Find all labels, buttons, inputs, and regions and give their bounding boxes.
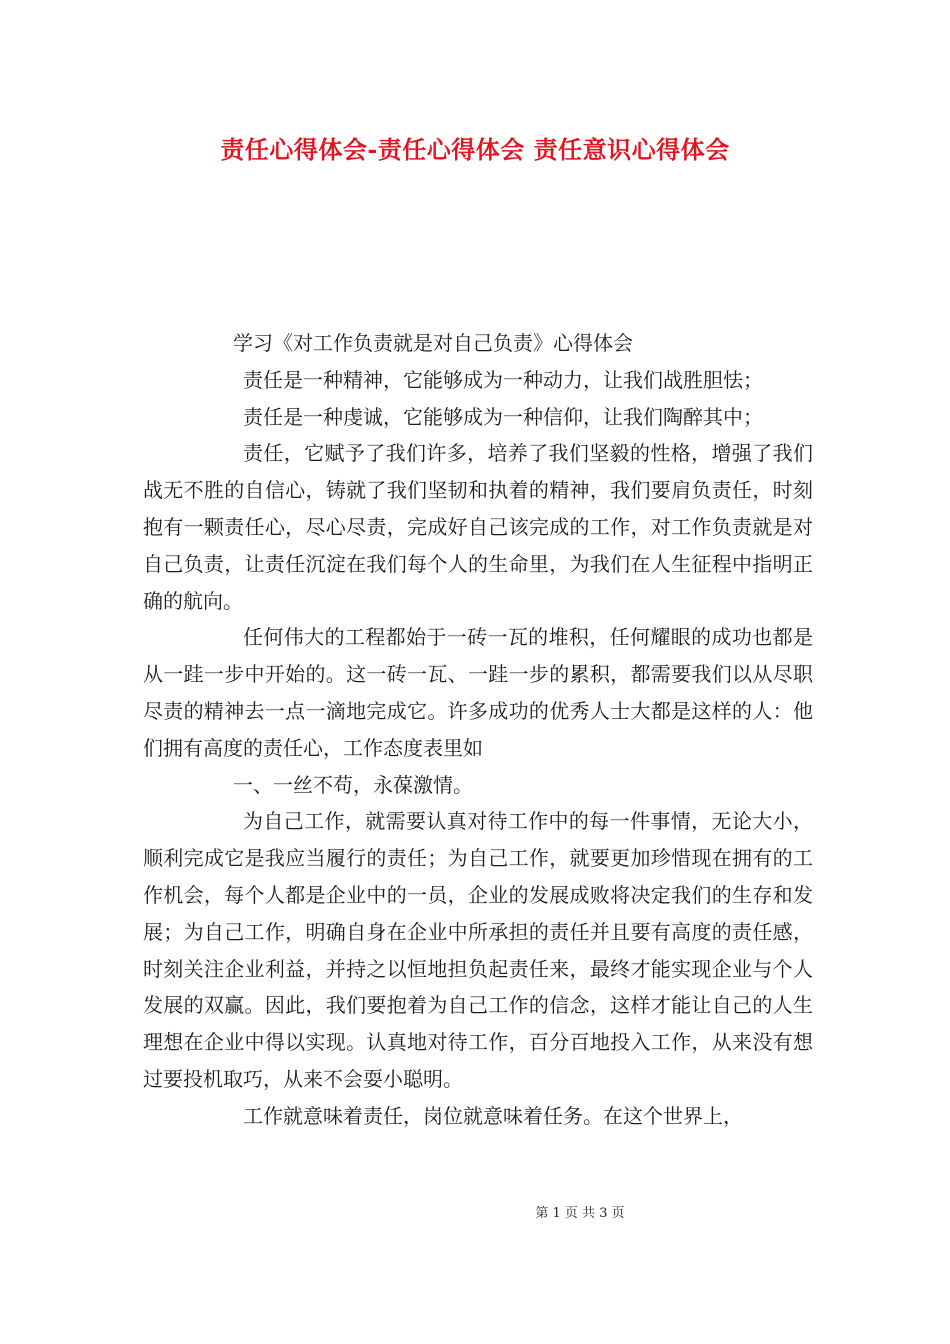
paragraph-6: 工作就意味着责任，岗位就意味着任务。在这个世界上， — [243, 1103, 743, 1128]
paragraph-2: 责任是一种虔诚，它能够成为一种信仰，让我们陶醉其中； — [243, 404, 763, 429]
paragraph-5: 为自己工作，就需要认真对待工作中的每一件事情，无论大小，顺利完成它是我应当履行的责任；为自己工作，就要更加珍惜现在拥有的工作机会，每个人都是企业中的一员，企业的发展成败将决定我们的生存和发展；为自己工作，明确自身在企业中所承担的责任并且要有高度的责任感，时刻关注企业利益，并持之以恒地担负起责任来，最终才能实现企业与个人发展的双赢。因此，我们要抱着为自己工作的信念，这样才能让自己的人生理想在企业中得以实现。认真地对待工作，百分百地投入工作，从来没有想过要投机取巧，从来不会耍小聪明。 — [143, 809, 813, 1091]
paragraph-3: 责任，它赋予了我们许多，培养了我们坚毅的性格，增强了我们战无不胜的自信心，铸就了我们坚韧和执着的精神，我们要肩负责任，时刻抱有一颗责任心，尽心尽责，完成好自己该完成的工作，对工作负责就是对自己负责，让责任沉淀在我们每个人的生命里，为我们在人生征程中指明正确的航向。 — [143, 441, 813, 613]
paragraph-4: 任何伟大的工程都始于一砖一瓦的堆积，任何耀眼的成功也都是从一跬一步中开始的。这一砖一瓦、一跬一步的累积，都需要我们以从尽职尽责的精神去一点一滴地完成它。许多成功的优秀人士大都是这样的人：他们拥有高度的责任心，工作态度表里如 — [143, 625, 813, 760]
document-title: 责任心得体会-责任心得体会 责任意识心得体会 — [220, 135, 730, 164]
page-footer — [0, 1202, 950, 1221]
page-number-label: 第 1 页 共 3 页 — [535, 1206, 625, 1221]
document-subtitle: 学习《对工作负责就是对自己负责》心得体会 — [233, 331, 633, 355]
document-body — [143, 325, 813, 1135]
paragraph-1: 责任是一种精神，它能够成为一种动力，让我们战胜胆怯； — [243, 367, 763, 392]
section-heading-1: 一、一丝不苟，永葆激情。 — [233, 772, 473, 797]
